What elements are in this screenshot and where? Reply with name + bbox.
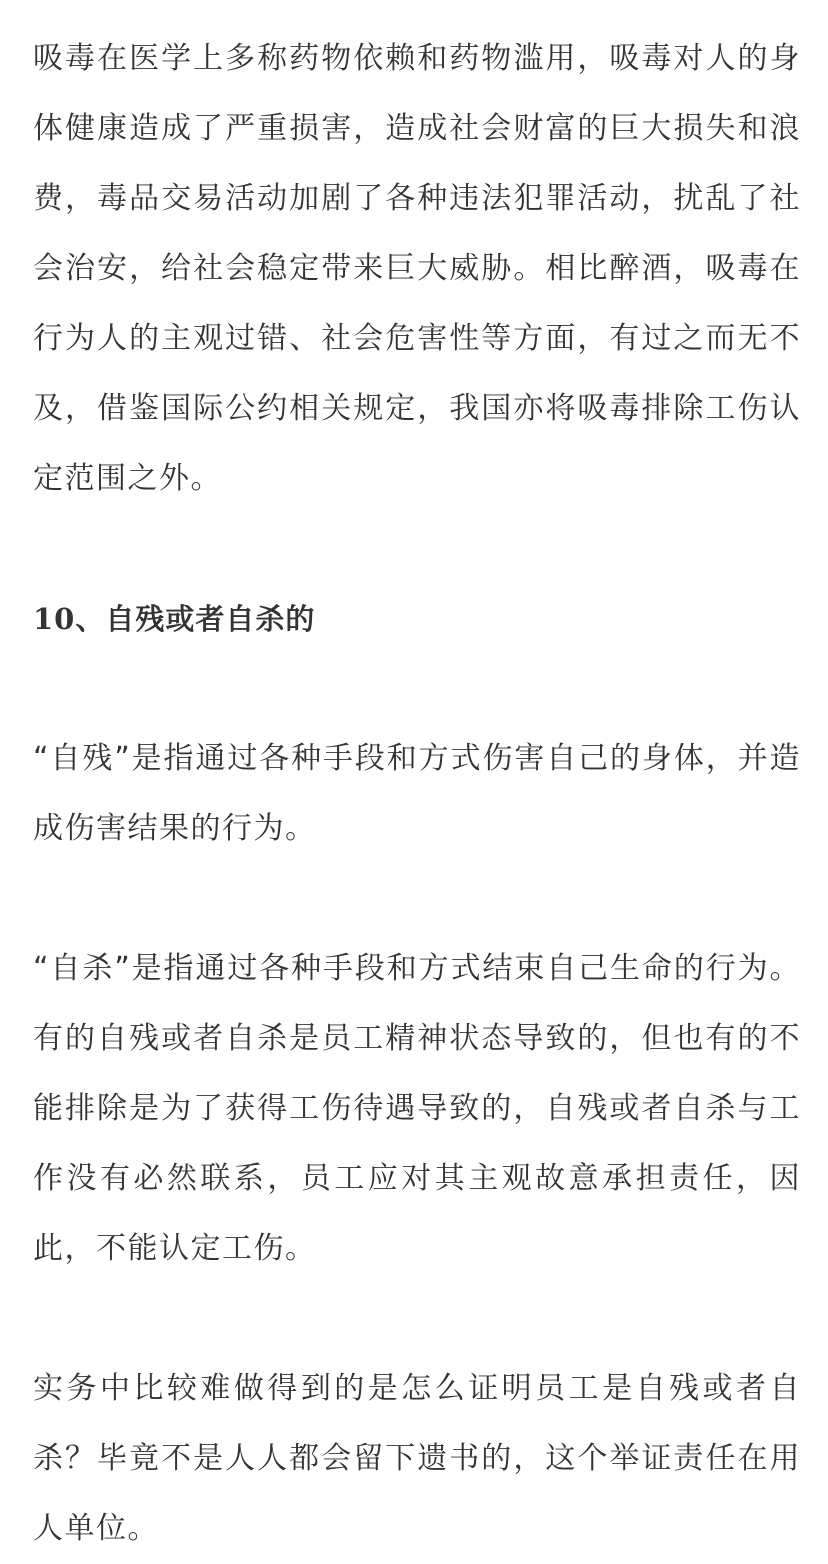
paragraph-spacer	[33, 864, 801, 934]
paragraph-burden-of-proof: 实务中比较难做得到的是怎么证明员工是自残或者自杀？毕竟不是人人都会留下遗书的，这个举证责任在用人单位。	[33, 1371, 801, 1546]
paragraph-suicide: “自杀”是指通过各种手段和方式结束自己生命的行为。有的自残或者自杀是员工精神状态导致的，但也有的不能排除是为了获得工伤待遇导致的，自残或者自杀与工作没有必然联系，员工应对其主观故意承担责任，因此，不能认定工伤。	[33, 951, 801, 1266]
paragraph-drug-abuse: 吸毒在医学上多称药物依赖和药物滥用，吸毒对人的身体健康造成了严重损害，造成社会财富的巨大损失和浪费，毒品交易活动加剧了各种违法犯罪活动，扰乱了社会治安，给社会稳定带来巨大威胁。相比醉酒，吸毒在行为人的主观过错、社会危害性等方面，有过之而无不及，借鉴国际公约相关规定，我国亦将吸毒排除工伤认定范围之外。	[33, 41, 801, 496]
section-heading: 10、自残或者自杀的	[33, 602, 316, 636]
paragraph-spacer	[33, 514, 801, 584]
paragraph-spacer	[33, 1284, 801, 1354]
paragraph-self-harm: “自残”是指通过各种手段和方式伤害自己的身体，并造成伤害结果的行为。	[33, 741, 801, 846]
paragraph-spacer	[33, 654, 801, 724]
article-body	[33, 24, 801, 1564]
